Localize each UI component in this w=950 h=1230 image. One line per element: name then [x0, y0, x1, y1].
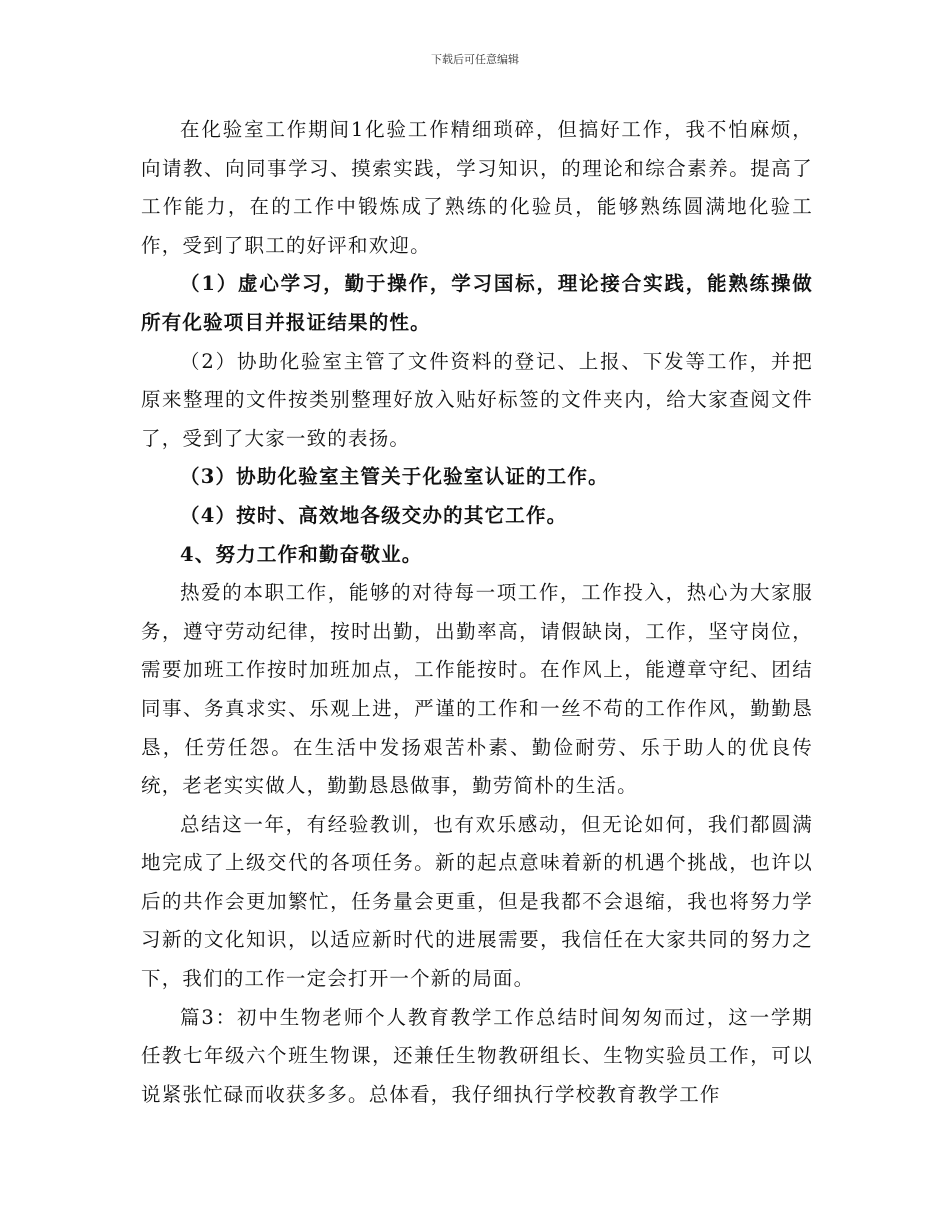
paragraph-part-3: 篇3：初中生物老师个人教育教学工作总结时间匆匆而过，这一学期任教七年级六个班生物课，还兼任生物教研组长、生物实验员工作，可以说紧张忙碌而收获多多。总体看，我仔细执行学校教育教学工作: [141, 1005, 813, 1106]
section-heading-4: 4、努力工作和勤奋敬业。: [180, 542, 423, 566]
paragraph-item-2: （2）协助化验室主管了文件资料的登记、上报、下发等工作，并把原来整理的文件按类别整理好放入贴好标签的文件夹内，给大家查阅文件了，受到了大家一致的表扬。: [141, 349, 813, 450]
paragraph-intro: 在化验室工作期间1化验工作精细琐碎，但搞好工作，我不怕麻烦，向请教、向同事学习、摸索实践，学习知识，的理论和综合素养。提高了工作能力，在的工作中锻炼成了熟练的化验员，能够熟练圆满地化验工作，受到了职工的好评和欢迎。: [141, 118, 813, 257]
paragraph-work-attitude: 热爱的本职工作，能够的对待每一项工作，工作投入，热心为大家服务，遵守劳动纪律，按时出勤，出勤率高，请假缺岗，工作，坚守岗位，需要加班工作按时加班加点，工作能按时。在作风上，能遵章守纪、团结同事、务真求实、乐观上进，严谨的工作和一丝不苟的工作作风，勤勤恳恳，任劳任怨。在生活中发扬艰苦朴素、勤俭耐劳、乐于助人的优良传统，老老实实做人，勤勤恳恳做事，勤劳简朴的生活。: [141, 581, 813, 798]
document-body: [141, 111, 813, 1114]
page-header: 下载后可任意编辑: [431, 53, 519, 66]
paragraph-summary: 总结这一年，有经验教训，也有欢乐感动，但无论如何，我们都圆满地完成了上级交代的各项任务。新的起点意味着新的机遇个挑战，也许以后的共作会更加繁忙，任务量会更重，但是我都不会退缩，我也将努力学习新的文化知识，以适应新时代的进展需要，我信任在大家共同的努力之下，我们的工作一定会打开一个新的局面。: [141, 812, 813, 991]
paragraph-item-4: （4）按时、高效地各级交办的其它工作。: [180, 503, 568, 527]
paragraph-item-1: （1）虚心学习，勤于操作，学习国标，理论接合实践，能熟练操做所有化验项目并报证结果的性。: [141, 272, 813, 334]
paragraph-item-3: （3）协助化验室主管关于化验室认证的工作。: [180, 465, 609, 489]
